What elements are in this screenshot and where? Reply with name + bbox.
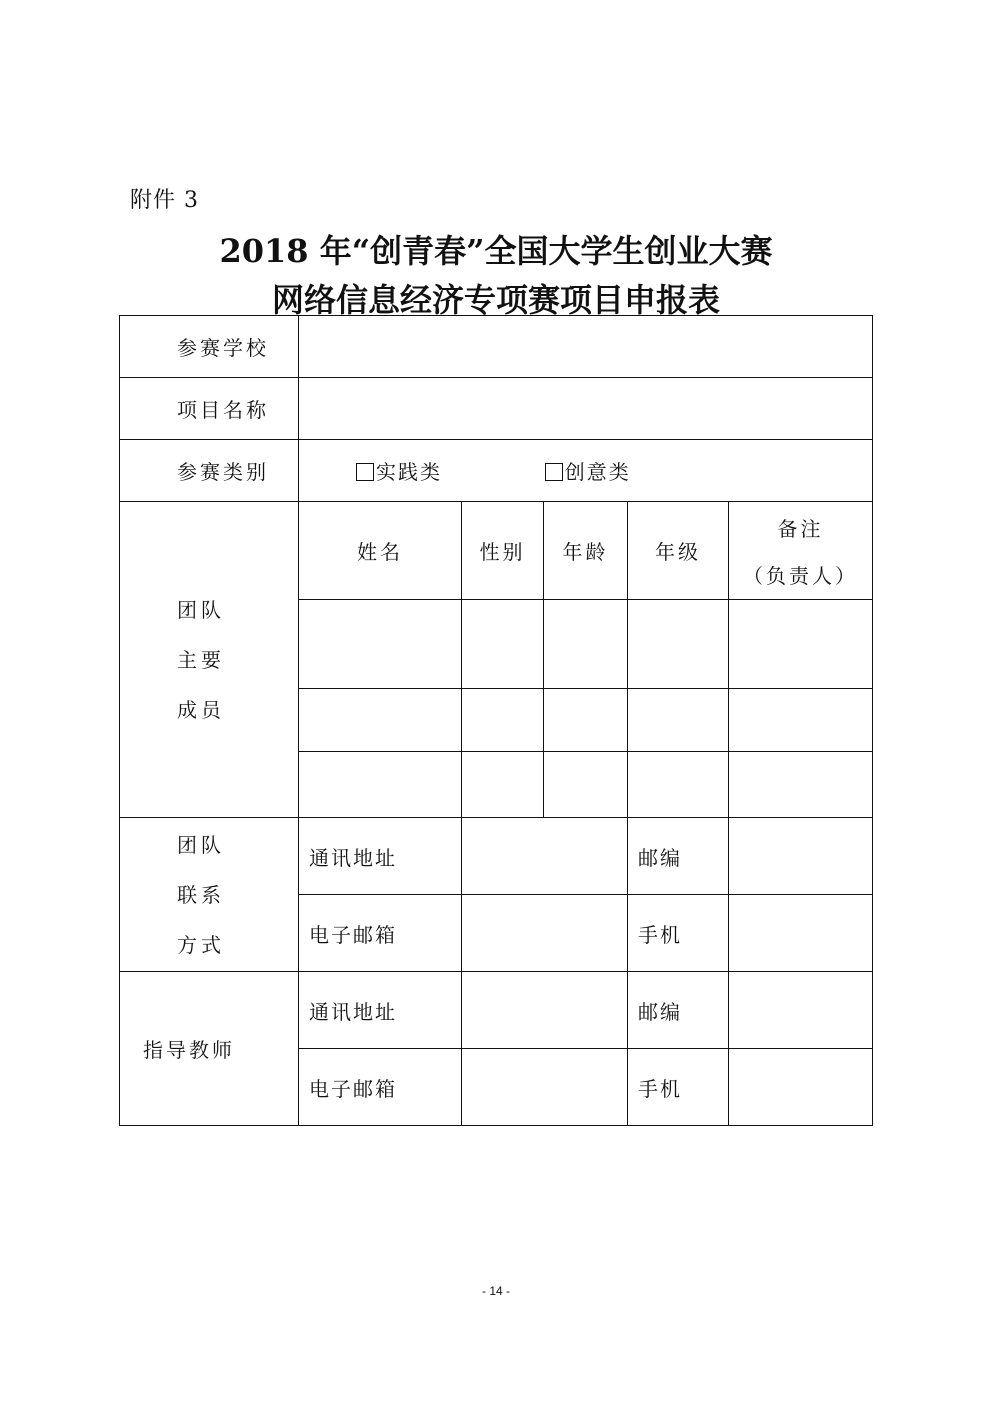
- page-number: - 14 -: [481, 1284, 510, 1298]
- checkbox-icon[interactable]: [545, 463, 563, 481]
- team-contact-label-line: 团队: [177, 832, 225, 857]
- advisor-postcode-field[interactable]: [729, 972, 873, 1049]
- advisor-email-label: 电子邮箱: [299, 1049, 462, 1126]
- team-contact-label-line: 联系: [177, 882, 225, 907]
- member-remarks-cell[interactable]: [729, 689, 873, 752]
- header-remarks: [729, 502, 873, 600]
- advisor-phone-field[interactable]: [729, 1049, 873, 1126]
- member-gender-cell[interactable]: [462, 600, 544, 689]
- members-label: [120, 502, 299, 818]
- members-header-row: [120, 502, 873, 600]
- creative-option[interactable]: [545, 460, 631, 484]
- header-name: 姓名: [299, 502, 462, 600]
- advisor-label: 指导教师: [120, 972, 299, 1126]
- practice-option[interactable]: [356, 460, 442, 484]
- members-label-line: 主要: [177, 647, 225, 672]
- member-age-cell[interactable]: [544, 752, 628, 818]
- team-phone-field[interactable]: [729, 895, 873, 972]
- member-grade-cell[interactable]: [628, 600, 729, 689]
- team-address-label: 通讯地址: [299, 818, 462, 895]
- header-remarks-line: （负责人）: [743, 563, 859, 588]
- member-grade-cell[interactable]: [628, 752, 729, 818]
- header-gender: 性别: [462, 502, 544, 600]
- team-contact-label-line: 方式: [177, 932, 225, 957]
- team-email-label: 电子邮箱: [299, 895, 462, 972]
- creative-option-label: 创意类: [564, 460, 631, 484]
- member-name-cell[interactable]: [299, 600, 462, 689]
- category-row: [120, 440, 873, 502]
- header-grade: 年级: [628, 502, 729, 600]
- team-postcode-label: 邮编: [628, 818, 729, 895]
- checkbox-icon[interactable]: [356, 463, 374, 481]
- members-label-line: 团队: [177, 597, 225, 622]
- project-label: 项目名称: [120, 378, 299, 440]
- header-remarks-line: 备注: [777, 516, 824, 541]
- practice-option-label: 实践类: [376, 460, 442, 484]
- advisor-postcode-label: 邮编: [628, 972, 729, 1049]
- member-remarks-cell[interactable]: [729, 600, 873, 689]
- form-title-line-2: 网络信息经济专项赛项目申报表: [271, 281, 720, 319]
- form-title-line-1: 2018 年“创青春”全国大学生创业大赛: [219, 232, 773, 270]
- members-label-line: 成员: [177, 697, 225, 722]
- member-gender-cell[interactable]: [462, 752, 544, 818]
- category-options: [299, 440, 873, 502]
- school-label: 参赛学校: [120, 316, 299, 378]
- header-age: 年龄: [544, 502, 628, 600]
- team-address-field[interactable]: [462, 818, 628, 895]
- advisor-address-label: 通讯地址: [299, 972, 462, 1049]
- team-email-field[interactable]: [462, 895, 628, 972]
- advisor-email-field[interactable]: [462, 1049, 628, 1126]
- advisor-phone-label: 手机: [628, 1049, 729, 1126]
- member-grade-cell[interactable]: [628, 689, 729, 752]
- application-form-table: [119, 315, 873, 1126]
- school-field[interactable]: [299, 316, 873, 378]
- advisor-address-field[interactable]: [462, 972, 628, 1049]
- attachment-label: 附件 3: [130, 188, 199, 213]
- team-contact-label: [120, 818, 299, 972]
- category-label: 参赛类别: [120, 440, 299, 502]
- project-field[interactable]: [299, 378, 873, 440]
- team-postcode-field[interactable]: [729, 818, 873, 895]
- project-row: [120, 378, 873, 440]
- member-gender-cell[interactable]: [462, 689, 544, 752]
- school-row: [120, 316, 873, 378]
- member-remarks-cell[interactable]: [729, 752, 873, 818]
- member-name-cell[interactable]: [299, 689, 462, 752]
- advisor-row: [120, 972, 873, 1049]
- member-name-cell[interactable]: [299, 752, 462, 818]
- team-contact-row: [120, 818, 873, 895]
- member-age-cell[interactable]: [544, 600, 628, 689]
- team-phone-label: 手机: [628, 895, 729, 972]
- member-age-cell[interactable]: [544, 689, 628, 752]
